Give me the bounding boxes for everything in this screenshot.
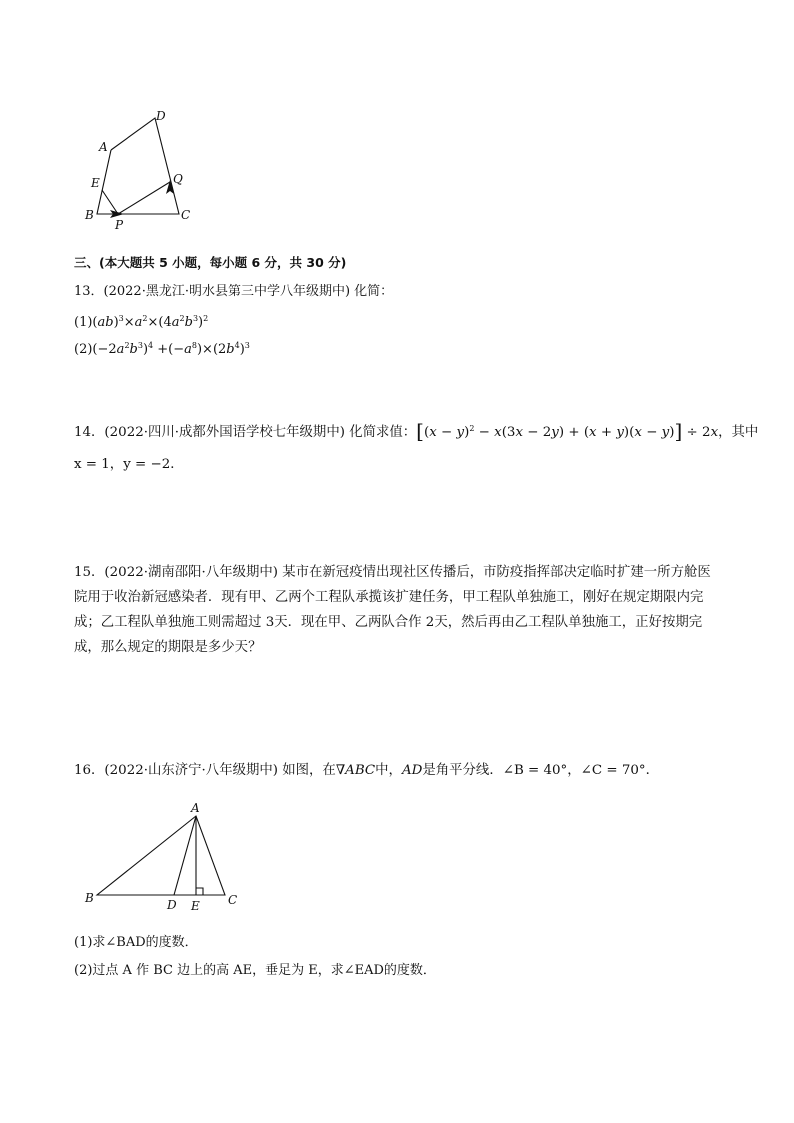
- q13-part2-expr: $(-2a^2b^3)^4 +(-a^8)\times(2b^4)^3$: [92, 341, 250, 357]
- q14-expression: $[(x - y)^2 - x(3x - 2y) + (x + y)(x - y)] \div 2x$: [416, 419, 719, 443]
- figure-quadrilateral: [70, 100, 210, 240]
- fig2-label-b: B: [85, 891, 94, 905]
- fig1-label-a: A: [99, 140, 108, 154]
- q13-part1-prefix: (1): [74, 315, 93, 330]
- fig2-label-c: C: [228, 893, 238, 907]
- q16-stem-a: 16．(2022·山东济宁·八年级期中) 如图，在: [74, 763, 336, 778]
- q13-part1: [74, 314, 208, 332]
- q13-part2-prefix: (2): [74, 342, 93, 357]
- q16-stem-c: 是角平分线．: [422, 763, 503, 778]
- q16-stem-b: 中，: [375, 763, 402, 778]
- fig1-label-p: P: [115, 218, 124, 232]
- quad-outline: [97, 118, 179, 214]
- q13-stem: 13．(2022·黑龙江·明水县第三中学八年级期中) 化简：: [74, 284, 394, 299]
- fig1-label-d: D: [156, 109, 166, 123]
- fig2-label-a: A: [191, 801, 200, 815]
- q15-text: 15．(2022·湖南邵阳·八年级期中) 某市在新冠疫情出现社区传播后，市防疫指挥部决定临时扩建一所方舱医院用于收治新冠感染者．现有甲、乙两个工程队承揽该扩建任务，甲工程队单独施工，刚好在规定期限内完成；乙工程队单独施工则需超过 3天．现在甲、乙两队合作 2天，然后再由乙工程队单独施工，正好按期完成，那么规定的期限是多少天？: [74, 565, 711, 655]
- q16-stem: [74, 762, 659, 780]
- q13-part1-expr: $(ab)^3\times a^2\times(4a^2b^3)^2$: [92, 314, 209, 330]
- right-angle-mark: [196, 888, 203, 895]
- q16-triangle: ∇ABC: [335, 763, 376, 778]
- figure-triangle: [80, 798, 250, 918]
- segment-pq: [118, 182, 170, 214]
- triangle-abc: [97, 816, 225, 895]
- q14-line1: [74, 419, 759, 443]
- q16-sep: ，: [567, 763, 581, 778]
- fig2-label-e: E: [191, 899, 200, 913]
- segment-ad: [174, 816, 196, 895]
- q14-stem: 14．(2022·四川·成都外国语学校七年级期中) 化简求值：: [74, 425, 417, 440]
- q16-part2: (2)过点 A 作 BC 边上的高 AE，垂足为 E，求∠EAD的度数．: [74, 963, 436, 978]
- q16-angle-c: ∠C = 70°: [580, 763, 646, 778]
- q16-angle-b: ∠B = 40°: [502, 763, 568, 778]
- q16-part1: (1)求∠BAD的度数．: [74, 935, 198, 950]
- fig1-label-b: B: [85, 208, 94, 222]
- q16-end: ．: [645, 763, 659, 778]
- q16-ad: AD: [401, 763, 423, 778]
- fig1-label-c: C: [181, 208, 191, 222]
- q14-tail: ，其中: [718, 425, 759, 440]
- segment-ep: [102, 190, 118, 214]
- section-heading: 三、(本大题共 5 小题，每小题 6 分，共 30 分): [74, 255, 347, 270]
- fig1-label-q: Q: [173, 172, 183, 186]
- fig2-label-d: D: [167, 898, 177, 912]
- q13-part2: [74, 341, 250, 359]
- fig1-label-e: E: [91, 176, 100, 190]
- q14-values: x = 1，y = −2．: [74, 457, 184, 472]
